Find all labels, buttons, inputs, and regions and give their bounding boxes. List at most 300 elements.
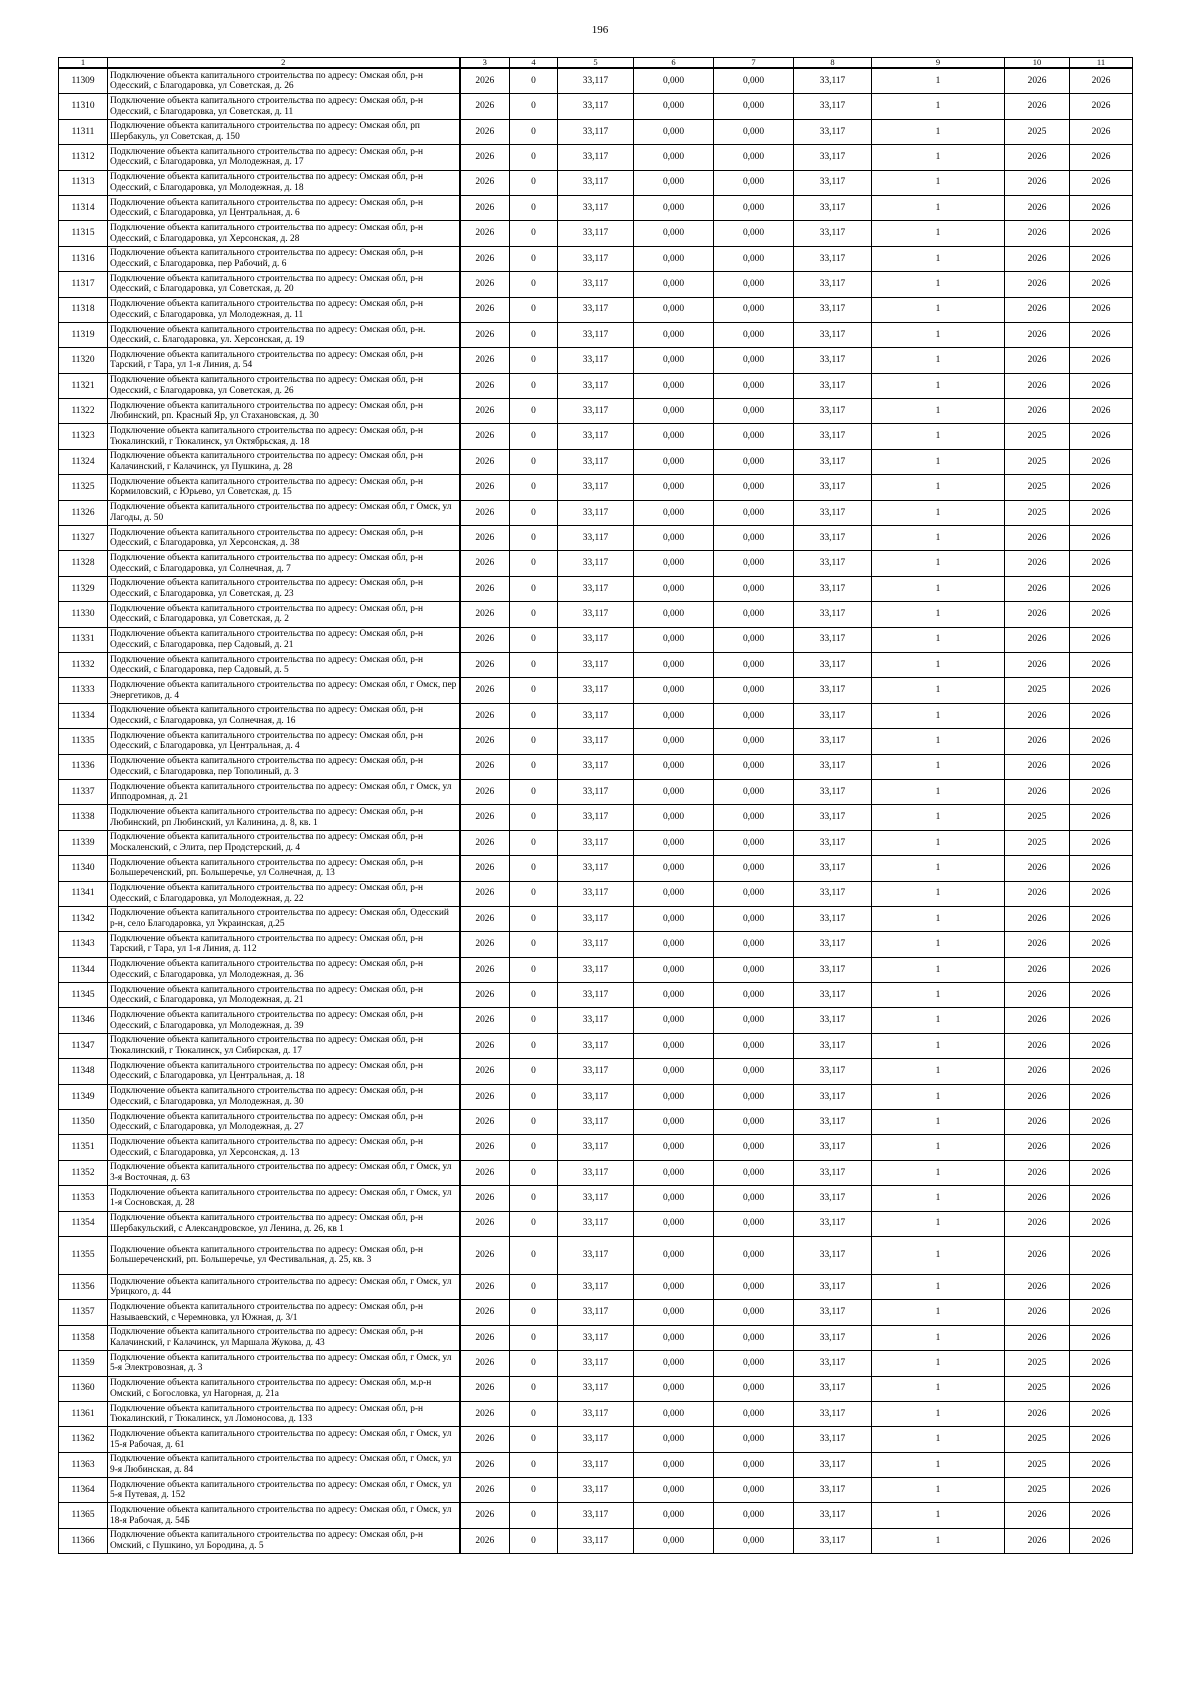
value-cell: 2026	[460, 1236, 510, 1274]
table-row	[59, 779, 1133, 804]
value-cell: 2026	[1070, 906, 1133, 931]
value-cell: 0,000	[634, 1427, 714, 1452]
value-cell: 0	[510, 551, 558, 576]
value-cell: 0	[510, 602, 558, 627]
value-cell: 2026	[460, 94, 510, 119]
table-row	[59, 1186, 1133, 1211]
table-row	[59, 652, 1133, 677]
description-cell: Подключение объекта капитального строительства по адресу: Омская обл, р-н Одесский, с Благодаровка, ул Советская, д. 20	[108, 272, 460, 297]
value-cell: 0,000	[714, 195, 794, 220]
row-number-cell: 11340	[59, 856, 108, 881]
description-cell: Подключение объекта капитального строительства по адресу: Омская обл, Одесский р-н, село Благодаровка, ул Украинская, д.25	[108, 906, 460, 931]
table-row	[59, 1478, 1133, 1503]
value-cell: 1	[872, 1351, 1005, 1376]
value-cell: 2026	[460, 1274, 510, 1299]
row-number-cell: 11364	[59, 1478, 108, 1503]
value-cell: 2026	[460, 551, 510, 576]
value-cell: 0,000	[634, 195, 714, 220]
row-number-cell: 11338	[59, 805, 108, 830]
value-cell: 33,117	[558, 348, 634, 373]
value-cell: 0,000	[714, 348, 794, 373]
value-cell: 33,117	[558, 1452, 634, 1477]
value-cell: 0,000	[714, 1478, 794, 1503]
value-cell: 1	[872, 1236, 1005, 1274]
value-cell: 2026	[460, 195, 510, 220]
value-cell: 2026	[1005, 1160, 1070, 1185]
value-cell: 33,117	[794, 1528, 872, 1553]
table-row	[59, 1427, 1133, 1452]
table-row	[59, 526, 1133, 551]
value-cell: 1	[872, 348, 1005, 373]
value-cell: 2026	[1070, 957, 1133, 982]
value-cell: 33,117	[558, 754, 634, 779]
value-cell: 2026	[460, 1033, 510, 1058]
value-cell: 0,000	[714, 272, 794, 297]
value-cell: 2026	[460, 1300, 510, 1325]
description-cell: Подключение объекта капитального строительства по адресу: Омская обл, р-н Одесский, с Благодаровка, ул Молодежная, д. 22	[108, 881, 460, 906]
table-row	[59, 1452, 1133, 1477]
value-cell: 0,000	[714, 500, 794, 525]
value-cell: 33,117	[558, 1084, 634, 1109]
value-cell: 33,117	[794, 1351, 872, 1376]
value-cell: 0,000	[714, 297, 794, 322]
value-cell: 2026	[1005, 779, 1070, 804]
value-cell: 2026	[1070, 627, 1133, 652]
value-cell: 1	[872, 195, 1005, 220]
value-cell: 2026	[1005, 68, 1070, 94]
row-number-cell: 11358	[59, 1325, 108, 1350]
value-cell: 0,000	[634, 500, 714, 525]
value-cell: 0,000	[634, 652, 714, 677]
value-cell: 0	[510, 805, 558, 830]
value-cell: 0,000	[634, 272, 714, 297]
value-cell: 0,000	[634, 1376, 714, 1401]
value-cell: 33,117	[794, 779, 872, 804]
value-cell: 1	[872, 957, 1005, 982]
value-cell: 0,000	[634, 399, 714, 424]
value-cell: 2026	[460, 475, 510, 500]
value-cell: 0,000	[714, 906, 794, 931]
value-cell: 33,117	[558, 957, 634, 982]
description-cell: Подключение объекта капитального строительства по адресу: Омская обл, р-н Называевский, с Черемновка, ул Южная, д. 3/1	[108, 1300, 460, 1325]
value-cell: 2026	[1070, 678, 1133, 703]
value-cell: 2026	[460, 449, 510, 474]
value-cell: 2026	[460, 145, 510, 170]
value-cell: 1	[872, 576, 1005, 601]
value-cell: 0	[510, 297, 558, 322]
column-number: 5	[558, 58, 634, 69]
value-cell: 1	[872, 932, 1005, 957]
row-number-cell: 11360	[59, 1376, 108, 1401]
value-cell: 1	[872, 170, 1005, 195]
table-row	[59, 1084, 1133, 1109]
row-number-cell: 11352	[59, 1160, 108, 1185]
value-cell: 0	[510, 1325, 558, 1350]
value-cell: 2026	[1070, 348, 1133, 373]
value-cell: 2026	[1070, 1186, 1133, 1211]
value-cell: 2026	[460, 1135, 510, 1160]
value-cell: 33,117	[558, 906, 634, 931]
value-cell: 0,000	[634, 1401, 714, 1426]
value-cell: 0,000	[634, 906, 714, 931]
description-cell: Подключение объекта капитального строительства по адресу: Омская обл, р-н. Одесский, с. Благодаровка, ул. Херсонская, д. 19	[108, 322, 460, 347]
value-cell: 33,117	[794, 500, 872, 525]
value-cell: 33,117	[558, 170, 634, 195]
value-cell: 1	[872, 119, 1005, 144]
value-cell: 2026	[1070, 1033, 1133, 1058]
table-row	[59, 830, 1133, 855]
value-cell: 0,000	[714, 830, 794, 855]
value-cell: 2026	[460, 830, 510, 855]
row-number-cell: 11347	[59, 1033, 108, 1058]
value-cell: 33,117	[558, 1528, 634, 1553]
value-cell: 0,000	[714, 1503, 794, 1528]
value-cell: 33,117	[558, 830, 634, 855]
table-row	[59, 881, 1133, 906]
value-cell: 2026	[1070, 1528, 1133, 1553]
value-cell: 0,000	[634, 1528, 714, 1553]
row-number-cell: 11344	[59, 957, 108, 982]
row-number-cell: 11332	[59, 652, 108, 677]
value-cell: 0,000	[714, 652, 794, 677]
value-cell: 2026	[1005, 602, 1070, 627]
value-cell: 33,117	[558, 500, 634, 525]
description-cell: Подключение объекта капитального строительства по адресу: Омская обл, г Омск, ул 5-я Электровозная, д. 3	[108, 1351, 460, 1376]
value-cell: 33,117	[558, 1059, 634, 1084]
value-cell: 0	[510, 399, 558, 424]
value-cell: 2026	[1005, 526, 1070, 551]
value-cell: 2026	[1070, 373, 1133, 398]
row-number-cell: 11357	[59, 1300, 108, 1325]
value-cell: 0,000	[714, 1110, 794, 1135]
value-cell: 33,117	[794, 246, 872, 271]
value-cell: 2026	[1005, 399, 1070, 424]
value-cell: 33,117	[558, 1300, 634, 1325]
value-cell: 0	[510, 1351, 558, 1376]
value-cell: 2026	[1005, 1186, 1070, 1211]
row-number-cell: 11317	[59, 272, 108, 297]
column-number: 10	[1005, 58, 1070, 69]
value-cell: 0,000	[714, 119, 794, 144]
value-cell: 0,000	[714, 983, 794, 1008]
value-cell: 0,000	[714, 424, 794, 449]
value-cell: 0,000	[634, 627, 714, 652]
value-cell: 2026	[1070, 1325, 1133, 1350]
value-cell: 33,117	[794, 678, 872, 703]
row-number-cell: 11319	[59, 322, 108, 347]
value-cell: 1	[872, 424, 1005, 449]
value-cell: 33,117	[794, 373, 872, 398]
value-cell: 0,000	[714, 170, 794, 195]
value-cell: 0	[510, 1300, 558, 1325]
value-cell: 33,117	[794, 1110, 872, 1135]
value-cell: 2026	[1005, 221, 1070, 246]
description-cell: Подключение объекта капитального строительства по адресу: Омская обл, г Омск, ул 5-я Путевая, д. 152	[108, 1478, 460, 1503]
value-cell: 2026	[460, 170, 510, 195]
value-cell: 33,117	[558, 881, 634, 906]
row-number-cell: 11356	[59, 1274, 108, 1299]
value-cell: 33,117	[794, 932, 872, 957]
row-number-cell: 11335	[59, 729, 108, 754]
value-cell: 2026	[460, 119, 510, 144]
description-cell: Подключение объекта капитального строительства по адресу: Омская обл, г Омск, пер Энергетиков, д. 4	[108, 678, 460, 703]
value-cell: 2026	[1070, 652, 1133, 677]
row-number-cell: 11366	[59, 1528, 108, 1553]
value-cell: 33,117	[558, 1274, 634, 1299]
value-cell: 2026	[460, 703, 510, 728]
value-cell: 0	[510, 729, 558, 754]
value-cell: 33,117	[794, 399, 872, 424]
data-table	[58, 57, 1133, 1554]
value-cell: 2025	[1005, 119, 1070, 144]
description-cell: Подключение объекта капитального строительства по адресу: Омская обл, р-н Одесский, с Благодаровка, пер Рабочий, д. 6	[108, 246, 460, 271]
description-cell: Подключение объекта капитального строительства по адресу: Омская обл, р-н Одесский, с Благодаровка, ул Солнечная, д. 7	[108, 551, 460, 576]
value-cell: 2025	[1005, 475, 1070, 500]
value-cell: 2026	[1070, 1084, 1133, 1109]
table-body	[59, 58, 1133, 1554]
value-cell: 1	[872, 551, 1005, 576]
value-cell: 1	[872, 1135, 1005, 1160]
row-number-cell: 11330	[59, 602, 108, 627]
value-cell: 2026	[1070, 856, 1133, 881]
value-cell: 2026	[1070, 195, 1133, 220]
table-row	[59, 246, 1133, 271]
value-cell: 2026	[1005, 881, 1070, 906]
value-cell: 1	[872, 94, 1005, 119]
value-cell: 33,117	[794, 957, 872, 982]
table-row	[59, 576, 1133, 601]
value-cell: 1	[872, 729, 1005, 754]
description-cell: Подключение объекта капитального строительства по адресу: Омская обл, г Омск, ул 1-я Сосновская, д. 28	[108, 1186, 460, 1211]
value-cell: 33,117	[794, 729, 872, 754]
value-cell: 33,117	[794, 983, 872, 1008]
description-cell: Подключение объекта капитального строительства по адресу: Омская обл, р-н Любинский, рп. Красный Яр, ул Стахановская, д. 30	[108, 399, 460, 424]
value-cell: 1	[872, 1160, 1005, 1185]
value-cell: 0,000	[634, 297, 714, 322]
value-cell: 0	[510, 373, 558, 398]
value-cell: 0,000	[714, 1274, 794, 1299]
value-cell: 33,117	[558, 1186, 634, 1211]
value-cell: 0	[510, 246, 558, 271]
row-number-cell: 11316	[59, 246, 108, 271]
value-cell: 0,000	[634, 932, 714, 957]
value-cell: 33,117	[794, 1135, 872, 1160]
table-row	[59, 68, 1133, 94]
table-row	[59, 297, 1133, 322]
value-cell: 33,117	[558, 652, 634, 677]
row-number-cell: 11322	[59, 399, 108, 424]
value-cell: 2026	[1070, 449, 1133, 474]
value-cell: 1	[872, 322, 1005, 347]
value-cell: 33,117	[558, 602, 634, 627]
value-cell: 2026	[460, 983, 510, 1008]
value-cell: 2026	[1005, 1401, 1070, 1426]
row-number-cell: 11362	[59, 1427, 108, 1452]
value-cell: 2026	[460, 881, 510, 906]
value-cell: 2026	[1070, 1503, 1133, 1528]
value-cell: 33,117	[794, 119, 872, 144]
value-cell: 33,117	[558, 1401, 634, 1426]
value-cell: 0,000	[634, 1452, 714, 1477]
row-number-cell: 11331	[59, 627, 108, 652]
value-cell: 1	[872, 1008, 1005, 1033]
description-cell: Подключение объекта капитального строительства по адресу: Омская обл, р-н Большереченский, рп. Большеречье, ул Фестивальная, д. 25, кв. 3	[108, 1236, 460, 1274]
description-cell: Подключение объекта капитального строительства по адресу: Омская обл, р-н Одесский, с Благодаровка, ул Советская, д. 2	[108, 602, 460, 627]
description-cell: Подключение объекта капитального строительства по адресу: Омская обл, г Омск, ул Лагоды, д. 50	[108, 500, 460, 525]
value-cell: 2026	[1070, 1160, 1133, 1185]
row-number-cell: 11341	[59, 881, 108, 906]
value-cell: 33,117	[794, 1274, 872, 1299]
value-cell: 1	[872, 1110, 1005, 1135]
row-number-cell: 11323	[59, 424, 108, 449]
value-cell: 1	[872, 500, 1005, 525]
value-cell: 2026	[460, 1528, 510, 1553]
row-number-cell: 11348	[59, 1059, 108, 1084]
value-cell: 0,000	[714, 1084, 794, 1109]
value-cell: 2026	[460, 856, 510, 881]
value-cell: 0,000	[714, 1452, 794, 1477]
value-cell: 2025	[1005, 1452, 1070, 1477]
description-cell: Подключение объекта капитального строительства по адресу: Омская обл, р-н Одесский, с Благодаровка, ул Центральная, д. 4	[108, 729, 460, 754]
value-cell: 33,117	[794, 1160, 872, 1185]
value-cell: 33,117	[558, 1135, 634, 1160]
value-cell: 2026	[1005, 932, 1070, 957]
table-row	[59, 1528, 1133, 1553]
value-cell: 2026	[1005, 373, 1070, 398]
value-cell: 0	[510, 1110, 558, 1135]
value-cell: 33,117	[794, 754, 872, 779]
value-cell: 2026	[1070, 1274, 1133, 1299]
value-cell: 2026	[1070, 145, 1133, 170]
value-cell: 1	[872, 1427, 1005, 1452]
table-row	[59, 1110, 1133, 1135]
table-row	[59, 1325, 1133, 1350]
value-cell: 33,117	[558, 1211, 634, 1236]
value-cell: 2026	[1070, 729, 1133, 754]
value-cell: 33,117	[558, 1325, 634, 1350]
table-row	[59, 983, 1133, 1008]
value-cell: 0,000	[634, 1160, 714, 1185]
value-cell: 0,000	[634, 856, 714, 881]
value-cell: 0	[510, 1211, 558, 1236]
value-cell: 0,000	[634, 94, 714, 119]
value-cell: 0,000	[714, 526, 794, 551]
value-cell: 0,000	[634, 754, 714, 779]
value-cell: 2026	[460, 297, 510, 322]
value-cell: 0,000	[714, 449, 794, 474]
description-cell: Подключение объекта капитального строительства по адресу: Омская обл, р-н Шербакульский, с Александровское, ул Ленина, д. 26, кв 1	[108, 1211, 460, 1236]
value-cell: 33,117	[558, 1160, 634, 1185]
value-cell: 2026	[1005, 729, 1070, 754]
value-cell: 2026	[1005, 754, 1070, 779]
value-cell: 0	[510, 1236, 558, 1274]
value-cell: 33,117	[794, 475, 872, 500]
value-cell: 33,117	[794, 602, 872, 627]
table-row	[59, 1376, 1133, 1401]
value-cell: 33,117	[794, 830, 872, 855]
value-cell: 0,000	[714, 1186, 794, 1211]
value-cell: 33,117	[558, 805, 634, 830]
value-cell: 2026	[1070, 170, 1133, 195]
value-cell: 0,000	[634, 424, 714, 449]
value-cell: 2026	[460, 957, 510, 982]
value-cell: 33,117	[558, 576, 634, 601]
value-cell: 0	[510, 1008, 558, 1033]
value-cell: 33,117	[558, 627, 634, 652]
description-cell: Подключение объекта капитального строительства по адресу: Омская обл, р-н Одесский, с Благодаровка, ул Молодежная, д. 21	[108, 983, 460, 1008]
description-cell: Подключение объекта капитального строительства по адресу: Омская обл, р-н Одесский, с Благодаровка, ул Молодежная, д. 18	[108, 170, 460, 195]
value-cell: 0,000	[714, 1033, 794, 1058]
row-number-cell: 11329	[59, 576, 108, 601]
table-row	[59, 551, 1133, 576]
value-cell: 33,117	[794, 195, 872, 220]
table-row	[59, 1401, 1133, 1426]
value-cell: 0,000	[634, 1059, 714, 1084]
value-cell: 2026	[460, 754, 510, 779]
value-cell: 0	[510, 1528, 558, 1553]
table-row	[59, 703, 1133, 728]
row-number-cell: 11354	[59, 1211, 108, 1236]
value-cell: 2026	[460, 652, 510, 677]
value-cell: 0,000	[714, 678, 794, 703]
value-cell: 1	[872, 1300, 1005, 1325]
value-cell: 2026	[460, 373, 510, 398]
value-cell: 2026	[1005, 1084, 1070, 1109]
value-cell: 0	[510, 1059, 558, 1084]
description-cell: Подключение объекта капитального строительства по адресу: Омская обл, р-н Любинский, рп Любинский, ул Калинина, д. 8, кв. 1	[108, 805, 460, 830]
value-cell: 2026	[460, 1452, 510, 1477]
value-cell: 1	[872, 297, 1005, 322]
value-cell: 0,000	[714, 399, 794, 424]
value-cell: 33,117	[558, 551, 634, 576]
description-cell: Подключение объекта капитального строительства по адресу: Омская обл, р-н Тюкалинский, г Тюкалинск, ул Сибирская, д. 17	[108, 1033, 460, 1058]
value-cell: 2026	[460, 678, 510, 703]
value-cell: 2026	[1005, 703, 1070, 728]
value-cell: 1	[872, 830, 1005, 855]
value-cell: 2025	[1005, 449, 1070, 474]
value-cell: 0,000	[714, 1160, 794, 1185]
value-cell: 33,117	[794, 1503, 872, 1528]
value-cell: 2026	[460, 1478, 510, 1503]
value-cell: 2026	[460, 906, 510, 931]
table-row	[59, 500, 1133, 525]
value-cell: 33,117	[558, 779, 634, 804]
value-cell: 2026	[1005, 297, 1070, 322]
value-cell: 2026	[460, 399, 510, 424]
value-cell: 33,117	[794, 1376, 872, 1401]
value-cell: 33,117	[794, 1401, 872, 1426]
value-cell: 2026	[1005, 348, 1070, 373]
value-cell: 33,117	[794, 576, 872, 601]
value-cell: 2026	[1070, 297, 1133, 322]
column-number: 6	[634, 58, 714, 69]
description-cell: Подключение объекта капитального строительства по адресу: Омская обл, р-н Одесский, с Благодаровка, ул Советская, д. 26	[108, 68, 460, 94]
value-cell: 0,000	[714, 779, 794, 804]
value-cell: 2026	[460, 627, 510, 652]
value-cell: 0,000	[634, 526, 714, 551]
value-cell: 0	[510, 94, 558, 119]
row-number-cell: 11345	[59, 983, 108, 1008]
table-row	[59, 1059, 1133, 1084]
table-row	[59, 424, 1133, 449]
value-cell: 0,000	[634, 348, 714, 373]
value-cell: 33,117	[558, 1033, 634, 1058]
value-cell: 2026	[1070, 399, 1133, 424]
row-number-cell: 11325	[59, 475, 108, 500]
value-cell: 1	[872, 373, 1005, 398]
row-number-cell: 11311	[59, 119, 108, 144]
value-cell: 0,000	[634, 68, 714, 94]
